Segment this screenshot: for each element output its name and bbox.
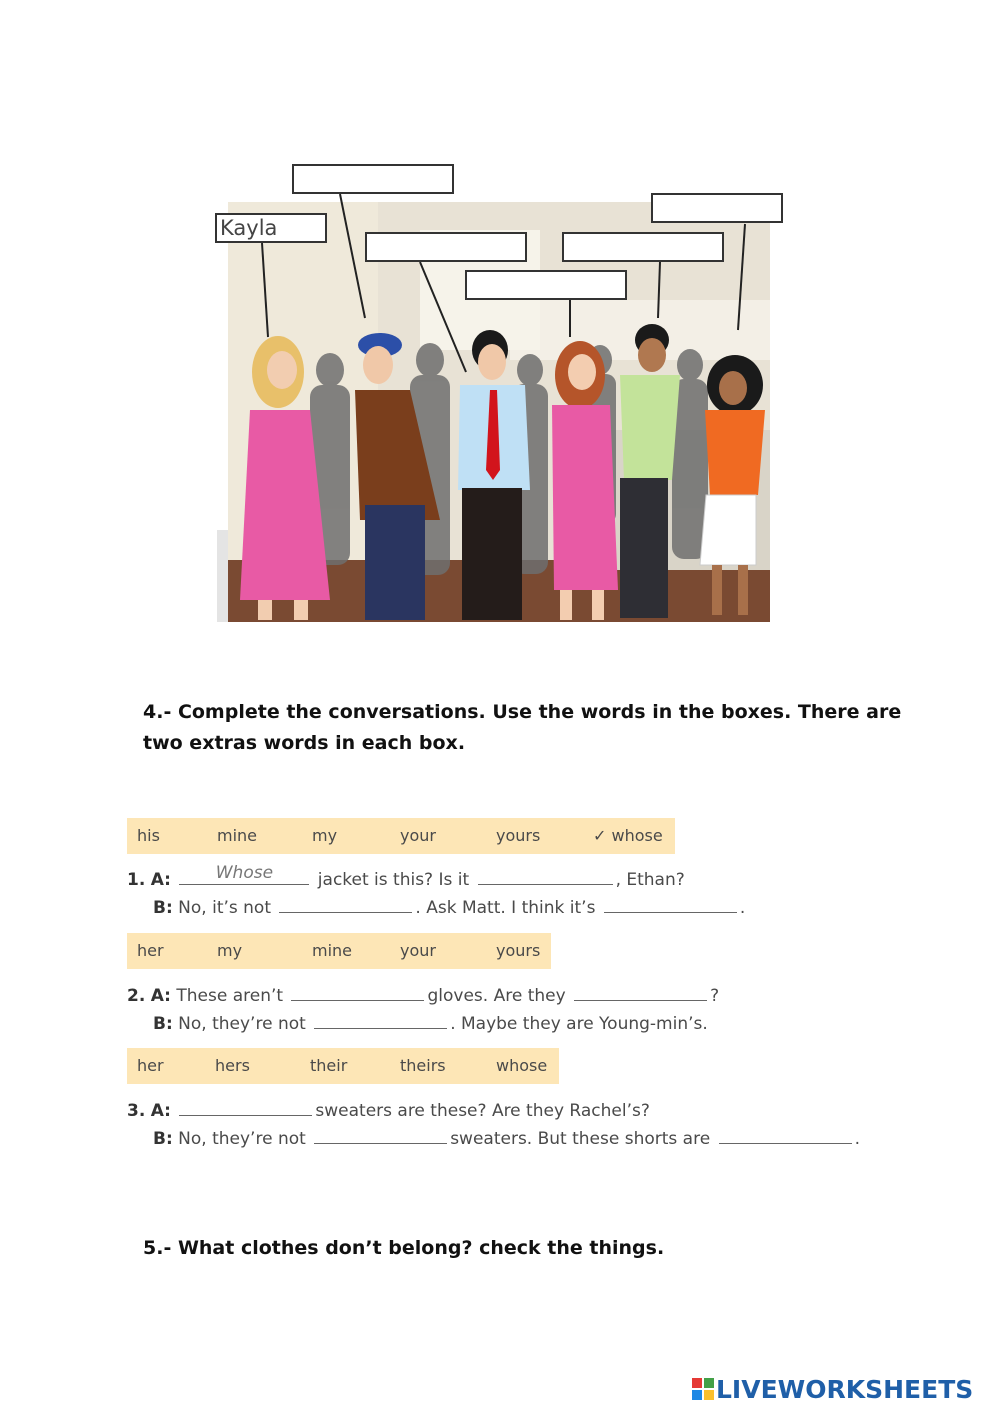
label-input-4[interactable] [562,232,724,262]
q2-a-label: A: [150,986,171,1006]
q2-a-text3: ? [710,986,720,1006]
label-input-1[interactable] [292,164,454,194]
exercise5-heading: 5.- What clothes don’t belong? check the things. [143,1237,665,1259]
q2-b-label: B: [153,1014,173,1034]
word-box-2 [127,933,551,969]
q1-blank-4[interactable] [604,894,737,913]
q1-a-text2: , Ethan? [615,870,685,890]
word-box-1-word: my [312,826,338,845]
word-box-2-word: my [217,941,243,960]
word-box-2-word: your [400,941,436,960]
q3-number: 3. [127,1101,146,1121]
party-illustration [0,0,999,640]
q1-blank-3[interactable] [279,894,412,913]
q3-blank-1[interactable] [179,1097,312,1116]
q2-b-text1: No, they’re not [178,1014,306,1034]
q3-b-text2: sweaters. But these shorts are [450,1129,711,1149]
q1-number: 1. [127,870,146,890]
q1-line-a [127,863,685,890]
word-box-1 [127,818,675,854]
q2-line-a [127,982,719,1006]
q3-blank-3[interactable] [719,1125,852,1144]
word-box-2-word: mine [312,941,353,960]
liveworksheets-footer [692,1374,973,1404]
q2-number: 2. [127,986,146,1006]
q3-b-label: B: [153,1129,173,1149]
q2-blank-2[interactable] [574,982,707,1001]
left-edge [217,530,228,622]
liveworksheets-logo-icon [692,1378,714,1400]
q1-a-label: A: [150,870,171,890]
word-box-2-word: yours [496,941,541,960]
exercise4-heading-line2: two extras words in each box. [143,732,466,754]
q2-blank-1[interactable] [291,982,424,1001]
word-box-1-word: mine [217,826,258,845]
q1-line-b [153,894,745,918]
label-box-kayla: Kayla [215,213,327,243]
q3-a-label: A: [150,1101,171,1121]
label-input-5[interactable] [651,193,783,223]
q3-line-a [127,1097,650,1121]
q1-b-text3: . [739,898,746,918]
word-box-3-word: her [137,1056,164,1075]
q3-blank-2[interactable] [314,1125,447,1144]
word-box-3-word: hers [215,1056,250,1075]
word-box-1-word: yours [496,826,541,845]
q1-blank-2[interactable] [478,866,613,885]
q3-b-text3: . [854,1129,860,1149]
label-input-3[interactable] [465,270,627,300]
label-input-2[interactable] [365,232,527,262]
q2-line-b [153,1010,708,1034]
word-box-1-word: your [400,826,436,845]
word-box-1-word: his [137,826,160,845]
footer-brand: LIVEWORKSHEETS [716,1374,974,1404]
q3-b-text1: No, they’re not [178,1129,306,1149]
q2-a-text1: These aren’t [176,986,284,1006]
q1-blank-1 [179,863,309,885]
word-box-3-word: their [310,1056,348,1075]
word-box-3 [127,1048,559,1084]
q1-example-answer: Whose [215,863,274,883]
q2-a-text2: gloves. Are they [427,986,566,1006]
q1-b-text2: . Ask Matt. I think it’s [415,898,596,918]
word-box-3-word: whose [496,1056,548,1075]
q2-b-text2: . Maybe they are Young-min’s. [450,1014,708,1034]
q2-blank-3[interactable] [314,1010,447,1029]
q1-b-label: B: [153,898,173,918]
q1-b-text1: No, it’s not [178,898,271,918]
word-box-2-word: her [137,941,164,960]
q1-a-text1: jacket is this? Is it [317,870,470,890]
q3-a-text1: sweaters are these? Are they Rachel’s? [315,1101,650,1121]
q3-line-b [153,1125,860,1149]
word-box-1-word: ✓ whose [593,826,663,845]
word-box-3-word: theirs [400,1056,446,1075]
exercise4-heading-line1: 4.- Complete the conversations. Use the words in the boxes. There are [143,701,902,723]
